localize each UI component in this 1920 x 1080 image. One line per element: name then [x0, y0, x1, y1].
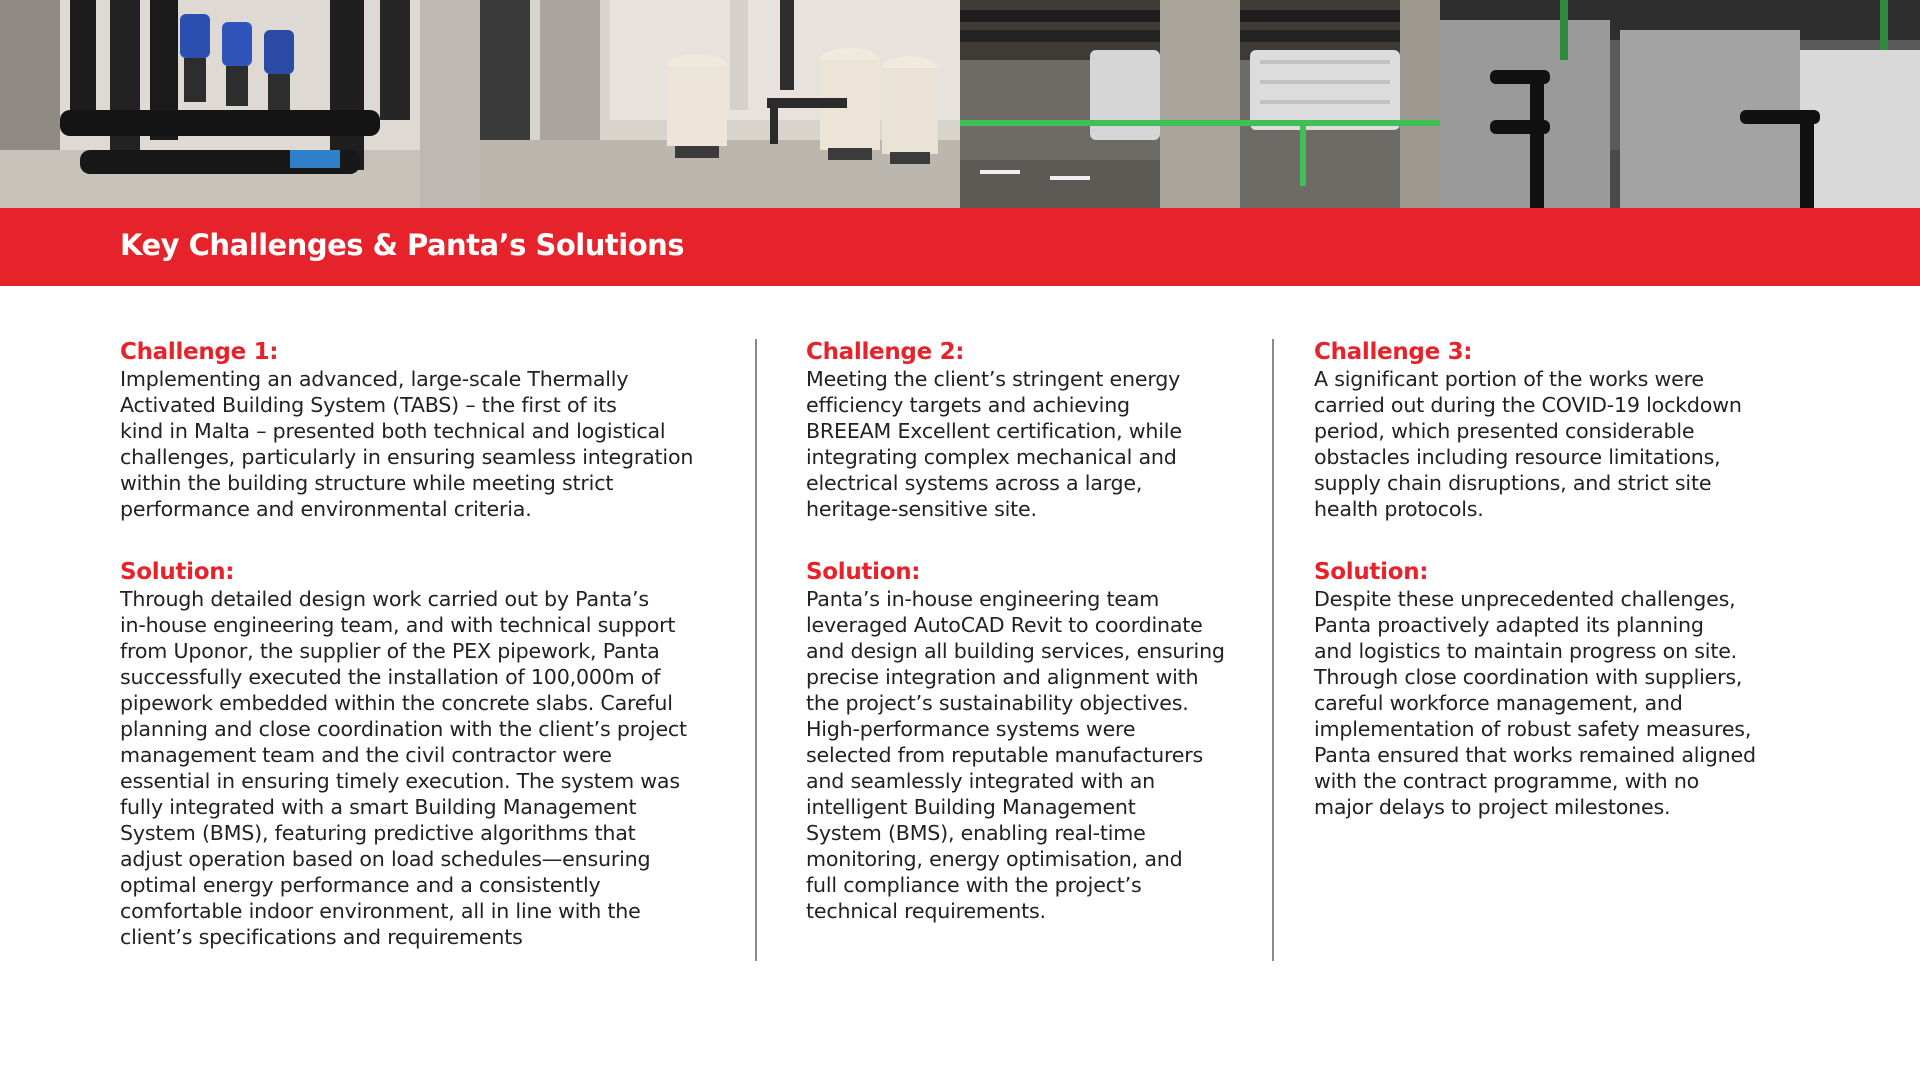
solution-text: Through detailed design work carried out by Panta’s in-house engineering team, and with technical support from Uponor, the supplier of the PEX pipework, Panta successfully executed the installation of 100,000m of pipework embedded within the concrete slabs. Careful planning and close coordination with the client’s project management team and the civil contractor were essential in ensuring timely execution. The system was fully integrated with a smart Building Management System (BMS), featuring predictive algorithms that adjust operation based on load schedules—ensuring optimal energy performance and a consistently comfortable indoor environment, all in line with the client’s specifications and requirements: [120, 587, 687, 949]
solution-heading: Solution:: [120, 559, 235, 585]
ductwork-photo: [960, 0, 1440, 208]
column-divider: [755, 339, 757, 961]
section-title: Key Challenges & Panta’s Solutions: [120, 228, 685, 262]
challenge-column-3: [1314, 338, 1804, 820]
challenge-column-2: [806, 338, 1266, 924]
challenge-text: A significant portion of the works were carried out during the COVID-19 lockdown period, which presented considerable obstacles including resource limitations, supply chain disruptions, and strict site health protocols.: [1314, 367, 1742, 521]
expansion-vessels-photo: [480, 0, 960, 208]
solution-text: Despite these unprecedented challenges, Panta proactively adapted its planning and logistics to maintain progress on site. Through close coordination with suppliers, careful workforce management, and implementation of robust safety measures, Panta ensured that works remained aligned with the contract programme, with no major delays to project milestones.: [1314, 587, 1756, 819]
challenge-text: Implementing an advanced, large-scale Thermally Activated Building System (TABS) – the first of its kind in Malta – presented both technical and logistical challenges, particularly in ensuring seamless integration within the building structure while meeting strict performance and environmental criteria.: [120, 367, 694, 521]
challenge-text: Meeting the client’s stringent energy efficiency targets and achieving BREEAM Excellent certification, while integrating complex mechanical and electrical systems across a large, heritage-sensitive site.: [806, 367, 1182, 521]
section-banner: [0, 208, 1920, 286]
storage-tanks-photo: [1440, 0, 1920, 208]
solution-text: Panta’s in-house engineering team leveraged AutoCAD Revit to coordinate and design all building services, ensuring precise integration and alignment with the project’s sustainability objectives. High-performance systems were selected from reputable manufacturers and seamlessly integrated with an intelligent Building Management System (BMS), enabling real-time monitoring, energy optimisation, and full compliance with the project’s technical requirements.: [806, 587, 1225, 923]
photo-strip: [0, 0, 1920, 208]
challenge-column-1: [120, 338, 720, 950]
challenge-heading: Challenge 2:: [806, 339, 965, 365]
column-divider: [1272, 339, 1274, 961]
challenge-heading: Challenge 3:: [1314, 339, 1473, 365]
challenge-heading: Challenge 1:: [120, 339, 279, 365]
pump-manifold-photo: [0, 0, 480, 208]
solution-heading: Solution:: [806, 559, 921, 585]
solution-heading: Solution:: [1314, 559, 1429, 585]
